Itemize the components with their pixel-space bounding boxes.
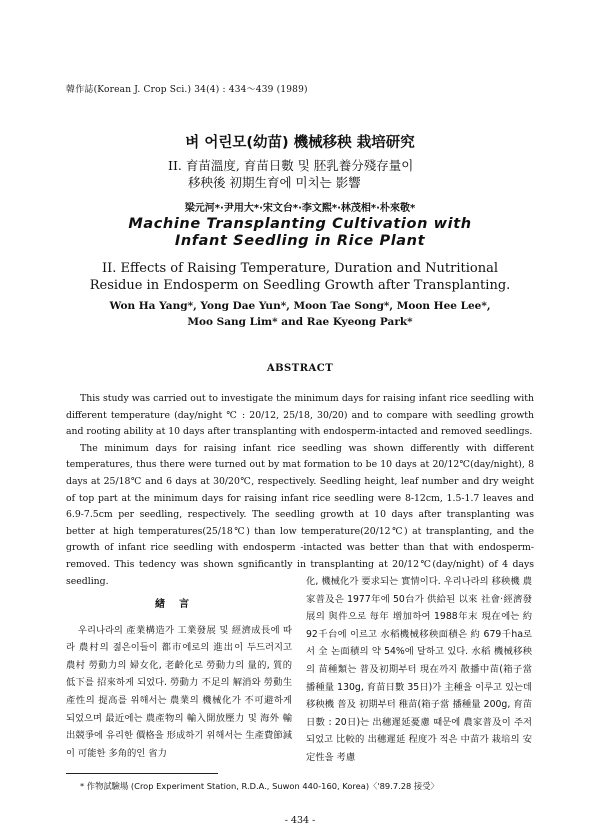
intro-paragraph: 우리나라의 產業構造가 工業發展 및 經濟成長에 따라 農村의 젊은이들이 都市에로의 進出이 두드러지고 農村 勞動力의 婦女化, 老齡化로 勞動力의 量的, 質的 低下를 招來하게 되었다. 勞動力 不足의 解消와 勞動生產性의 提高를 위해서는 農業의 機械化가 不可避하게 되었으며 最近에는 農產物의 輸入開放壓力 및 海外 輸出競爭에 유리한 價格을 形成하기 위해서는 生產費節減이 可能한 多角的인 省力 <box>66 624 292 759</box>
english-subtitle <box>0 260 600 294</box>
english-title-line-2: Infant Seedling in Rice Plant <box>174 233 426 249</box>
affiliation-footnote: * 作物試驗場 (Crop Experiment Station, R.D.A., Suwon 440-160, Korea)〈'89.7.28 接受〉 <box>80 781 439 791</box>
footnote-rule <box>66 773 218 774</box>
intro-heading: 緖言 <box>155 599 203 610</box>
abstract-heading: ABSTRACT <box>266 363 334 374</box>
intro-paragraph: 化, 機械化가 要求되는 實情이다. 우리나라의 移秧機 農家普及은 1977年에 50台가 供給된 以來 社會·經濟發展의 與件으로 每年 增加하여 1988年末 現在에는 約 92千台에 이르고 水稻機械移秧面積은 約 679千ha로서 全 논面積의 약 54%에 달하고 있다. 水稻 機械移秧의 苗種類는 普及初期부터 現在까지 散播中苗(箱子當 播種量 130g, 育苗日數 35日)가 主種을 이루고 있는데 移秧機 普及 初期부터 稚苗(箱子當 播種量 200g, 育苗日數 : 20日)는 出穗遲延憂慮 때문에 農家普及이 주저되었고 比較的 出穗遲延 程度가 적은 中苗가 栽培의 安定性을 考慮 <box>306 576 532 763</box>
english-title-line-1: Machine Transplanting Cultivation with <box>128 216 472 232</box>
abstract-body <box>66 391 534 590</box>
korean-authors: 梁元河*·尹用大*·宋文台*·李文熙*·林茂相*·朴來敬* <box>184 203 416 214</box>
korean-subtitle-line-2: 移秧後 初期生育에 미치는 影響 <box>188 175 361 190</box>
english-subtitle-line-2: Residue in Endosperm on Seedling Growth after Transplanting. <box>89 278 511 293</box>
korean-title: 벼 어린모(幼苗) 機械移秧 栽培研究 <box>185 135 415 151</box>
korean-subtitle <box>168 157 413 191</box>
english-title <box>0 216 600 250</box>
journal-citation: 韓作誌(Korean J. Crop Sci.) 34(4) : 434～439 (1989) <box>66 85 308 95</box>
abstract-paragraph: This study was carried out to investigate the minimum days for raising infant rice seedling with different temperature (day/night ℃ : 20/12, 25/18, 30/20) and to compare with seedling growth and rooting ability at 10 days after transplanting with endosperm-intacted and removed seedlings. <box>66 393 534 438</box>
abstract-paragraph: The minimum days for raising infant rice seedling was shown differently with different temperatures, thus there were turned out by mat formation to be 10 days at 20/12℃(day/night), 8 days at 25/18℃ and 6 days at 30/20℃, respectively. Seedling height, leaf number and dry weight of top part at the minimum days for raising infant rice seedling were 8-12cm, 1.5-1.7 leaves and 6.9-7.5cm per seedling, respectively. The seedling growth at 10 days after transplanting was better at high temperatures(25/18℃) than low temperature(20/12℃) at transplanting, and the growth of infant rice seedling with endosperm -intacted was better than that with endosperm-removed. This tedency was shown sgnificantly in transplanting at 20/12℃(day/night) of 4 days seedling. <box>66 442 534 587</box>
english-authors-line-1: Won Ha Yang*, Yong Dae Yun*, Moon Tae Song*, Moon Hee Lee*, <box>109 300 491 312</box>
english-authors <box>0 298 600 330</box>
english-subtitle-line-1: II. Effects of Raising Temperature, Duration and Nutritional <box>102 261 498 276</box>
intro-left-column <box>66 596 292 762</box>
english-authors-line-2: Moo Sang Lim* and Rae Kyeong Park* <box>187 316 413 328</box>
page-number: - 434 - <box>284 815 316 826</box>
intro-right-column <box>306 573 532 767</box>
korean-subtitle-line-1: II. 育苗溫度, 育苗日數 및 胚乳養分殘存量이 <box>168 158 414 173</box>
